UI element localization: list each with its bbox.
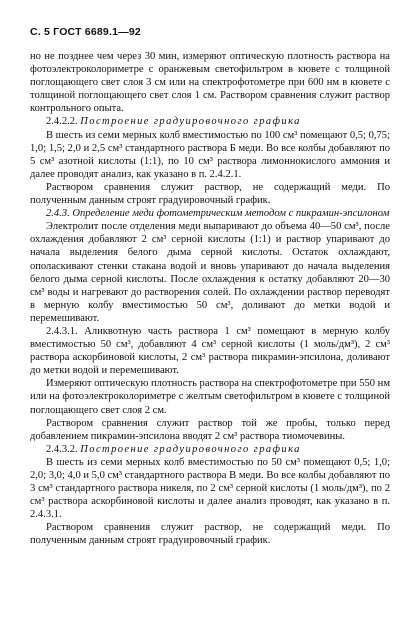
paragraph-continuation: но не позднее чем через 30 мин, измеряют оптическую плотность раствора на фотоэлектроколориметре с оранжевым светофильтром в кювете с толщиной поглощающего свет слоя 3 см или на спектрофотометре при 600 нм в кювете с толщиной поглощающего свет слоя 1 см. Раствором сравнения служит раствор контрольного опыта. [30, 51, 390, 115]
paragraph: Измеряют оптическую плотность раствора на спектрофотометре при 550 нм или на фотоэлектроколориметре с желтым светофильтром в кювете с толщиной поглощающего свет слоя 2 см. [30, 378, 390, 416]
paragraph: Раствором сравнения служит раствор, не содержащий меди. По полученным данным строят градуировочный график. [30, 181, 390, 207]
paragraph: Раствором сравнения служит раствор, не содержащий меди. По полученным данным строят градуировочный график. [30, 522, 390, 547]
section-heading-2-4-2-2 [30, 115, 390, 128]
page-header: С. 5 ГОСТ 6689.1—92 [30, 26, 141, 38]
paragraph: Электролит после отделения меди выпаривают до объема 40—50 см³, после охлаждения добавляют 2 см³ серной кислоты (1:1) и раствор упаривают до начала выделения белого дыма серной кислоты. Остаток охлаждают, ополаскивают стенки стакана водой и вновь упаривают до начала выделения белого дыма серной кислоты. После охлаждения к остатку добавляют 20—30 см³ воды и нагревают до растворения солей. По охлаждении раствор переводят в мерную колбу вместимостью 50 см³, доливают до метки водой и перемешивают. [30, 221, 390, 324]
document-body [30, 50, 390, 548]
section-heading-2-4-3: 2.4.3. Определение меди фотометрическим методом с пикрамин-эпсилоном [46, 208, 390, 220]
section-number: 2.4.2.2. [46, 116, 78, 128]
paragraph: В шесть из семи мерных колб вместимостью по 100 см³ помещают 0,5; 0,75; 1,0; 1,5; 2,0 и 2,5 см³ стандартного раствора Б меди. Во все колбы добавляют по 5 см³ азотной кислоты (1:1), по 10 см³ раствора лимоннокислого аммония и далее проводят анализ, как указано в п. 2.4.2.1. [30, 129, 390, 180]
paragraph-2-4-3-1: 2.4.3.1. Аликвотную часть раствора 1 см³ помещают в мерную колбу вместимостью 50 см³, добавляют 4 см³ серной кислоты (1 моль/дм³), 2 см³ раствора аскорбиновой кислоты, 2 см³ раствора пикрамин-эпсилона, доливают до метки водой и перемешивают. [30, 325, 390, 377]
paragraph: Раствором сравнения служит раствор той же пробы, только перед добавлением пикрамин-эпсилона вводят 2 см³ раствора тиомочевины. [30, 417, 390, 442]
paragraph: В шесть из семи мерных колб вместимостью по 50 см³ помещают 0,5; 1,0; 2,0; 3,0; 4,0 и 5,0 см³ стандартного раствора В меди. Во все колбы добавляют по 3 см³ стандартного раствора никеля, по 2 см³ серной кислоты (1 моль/дм³), по 2 см³ раствора аскорбиновой кислоты и далее анализ проводят, как указано в п. 2.4.3.1. [30, 456, 390, 521]
section-title: Построение градуировочного графика [80, 443, 301, 455]
section-heading-2-4-3-2 [30, 443, 390, 456]
section-title: Построение градуировочного графика [80, 116, 301, 128]
section-number: 2.4.3.2. [46, 443, 78, 455]
